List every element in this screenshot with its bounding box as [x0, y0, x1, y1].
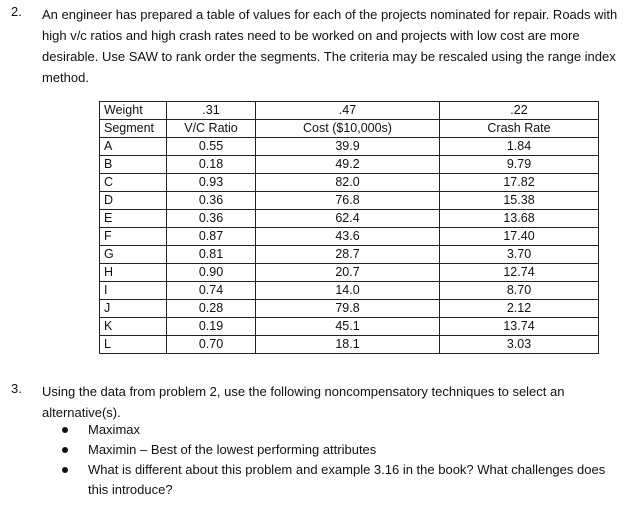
- table-cell: 39.9: [256, 138, 440, 156]
- table-row: [100, 174, 599, 192]
- table-row: [100, 246, 599, 264]
- bullet-icon: [62, 467, 68, 473]
- table-cell: 0.81: [167, 246, 256, 264]
- table-cell: 0.90: [167, 264, 256, 282]
- table-cell: 17.40: [440, 228, 599, 246]
- header-cost: Cost ($10,000s): [256, 120, 440, 138]
- table-cell: L: [100, 336, 167, 354]
- table-cell: 0.36: [167, 192, 256, 210]
- table-cell: H: [100, 264, 167, 282]
- table-cell: K: [100, 318, 167, 336]
- table-cell: 0.19: [167, 318, 256, 336]
- table-cell: G: [100, 246, 167, 264]
- table-cell: B: [100, 156, 167, 174]
- table-cell: C: [100, 174, 167, 192]
- header-segment: Segment: [100, 120, 167, 138]
- table-row: [100, 336, 599, 354]
- bullet-list: [62, 420, 617, 500]
- weight-label: Weight: [100, 102, 167, 120]
- weight-vc: .31: [167, 102, 256, 120]
- table-row: [100, 228, 599, 246]
- table-cell: 28.7: [256, 246, 440, 264]
- problem-3-text: Using the data from problem 2, use the following noncompensatory techniques to select an alternative(s).: [42, 384, 565, 420]
- table-body: [100, 138, 599, 354]
- weight-crash: .22: [440, 102, 599, 120]
- table-cell: 0.93: [167, 174, 256, 192]
- table-cell: 0.36: [167, 210, 256, 228]
- table-cell: A: [100, 138, 167, 156]
- table-cell: 8.70: [440, 282, 599, 300]
- table-cell: 17.82: [440, 174, 599, 192]
- table-cell: 20.7: [256, 264, 440, 282]
- bullet-text: Maximax: [88, 422, 141, 437]
- table-cell: 15.38: [440, 192, 599, 210]
- problem-3-number: 3.: [11, 381, 22, 396]
- bullet-text: Maximin – Best of the lowest performing attributes: [88, 442, 377, 457]
- table-cell: 0.70: [167, 336, 256, 354]
- header-crash-rate: Crash Rate: [440, 120, 599, 138]
- table-cell: 3.03: [440, 336, 599, 354]
- table-row: [100, 318, 599, 336]
- header-vc-ratio: V/C Ratio: [167, 120, 256, 138]
- list-item: [62, 440, 617, 460]
- table-cell: 43.6: [256, 228, 440, 246]
- table-cell: F: [100, 228, 167, 246]
- table-cell: 18.1: [256, 336, 440, 354]
- table-cell: 79.8: [256, 300, 440, 318]
- table-row: [100, 138, 599, 156]
- table-cell: 0.18: [167, 156, 256, 174]
- bullet-text: What is different about this problem and example 3.16 in the book? What challenges does this introduce?: [88, 462, 606, 497]
- criteria-table: [99, 101, 599, 354]
- table-cell: E: [100, 210, 167, 228]
- table-cell: 0.28: [167, 300, 256, 318]
- table-cell: J: [100, 300, 167, 318]
- table-cell: 76.8: [256, 192, 440, 210]
- table-row: [100, 192, 599, 210]
- table-cell: 13.68: [440, 210, 599, 228]
- problem-2-text: An engineer has prepared a table of values for each of the projects nominated for repair. Roads with high v/c ratios and high crash rates need to be worked on and projects with low cost are more desirable. Use SAW to rank order the segments. The criteria may be rescaled using the range index method.: [42, 7, 618, 85]
- list-item: [62, 460, 617, 500]
- weight-cost: .47: [256, 102, 440, 120]
- table-cell: 1.84: [440, 138, 599, 156]
- table-row: [100, 156, 599, 174]
- table-cell: 2.12: [440, 300, 599, 318]
- table-cell: 14.0: [256, 282, 440, 300]
- table-cell: D: [100, 192, 167, 210]
- weight-row: [100, 102, 599, 120]
- table-row: [100, 264, 599, 282]
- table-cell: 62.4: [256, 210, 440, 228]
- bullet-icon: [62, 447, 68, 453]
- list-item: [62, 420, 617, 440]
- table-cell: 49.2: [256, 156, 440, 174]
- table-row: [100, 300, 599, 318]
- table-cell: 3.70: [440, 246, 599, 264]
- table-cell: 13.74: [440, 318, 599, 336]
- table-cell: 12.74: [440, 264, 599, 282]
- table-cell: 0.74: [167, 282, 256, 300]
- table-row: [100, 282, 599, 300]
- table-cell: 0.87: [167, 228, 256, 246]
- table-cell: 0.55: [167, 138, 256, 156]
- problem-2-number: 2.: [11, 4, 22, 19]
- bullet-icon: [62, 427, 68, 433]
- table-row: [100, 210, 599, 228]
- table-cell: 45.1: [256, 318, 440, 336]
- header-row: [100, 120, 599, 138]
- table-cell: 82.0: [256, 174, 440, 192]
- table-cell: I: [100, 282, 167, 300]
- table-cell: 9.79: [440, 156, 599, 174]
